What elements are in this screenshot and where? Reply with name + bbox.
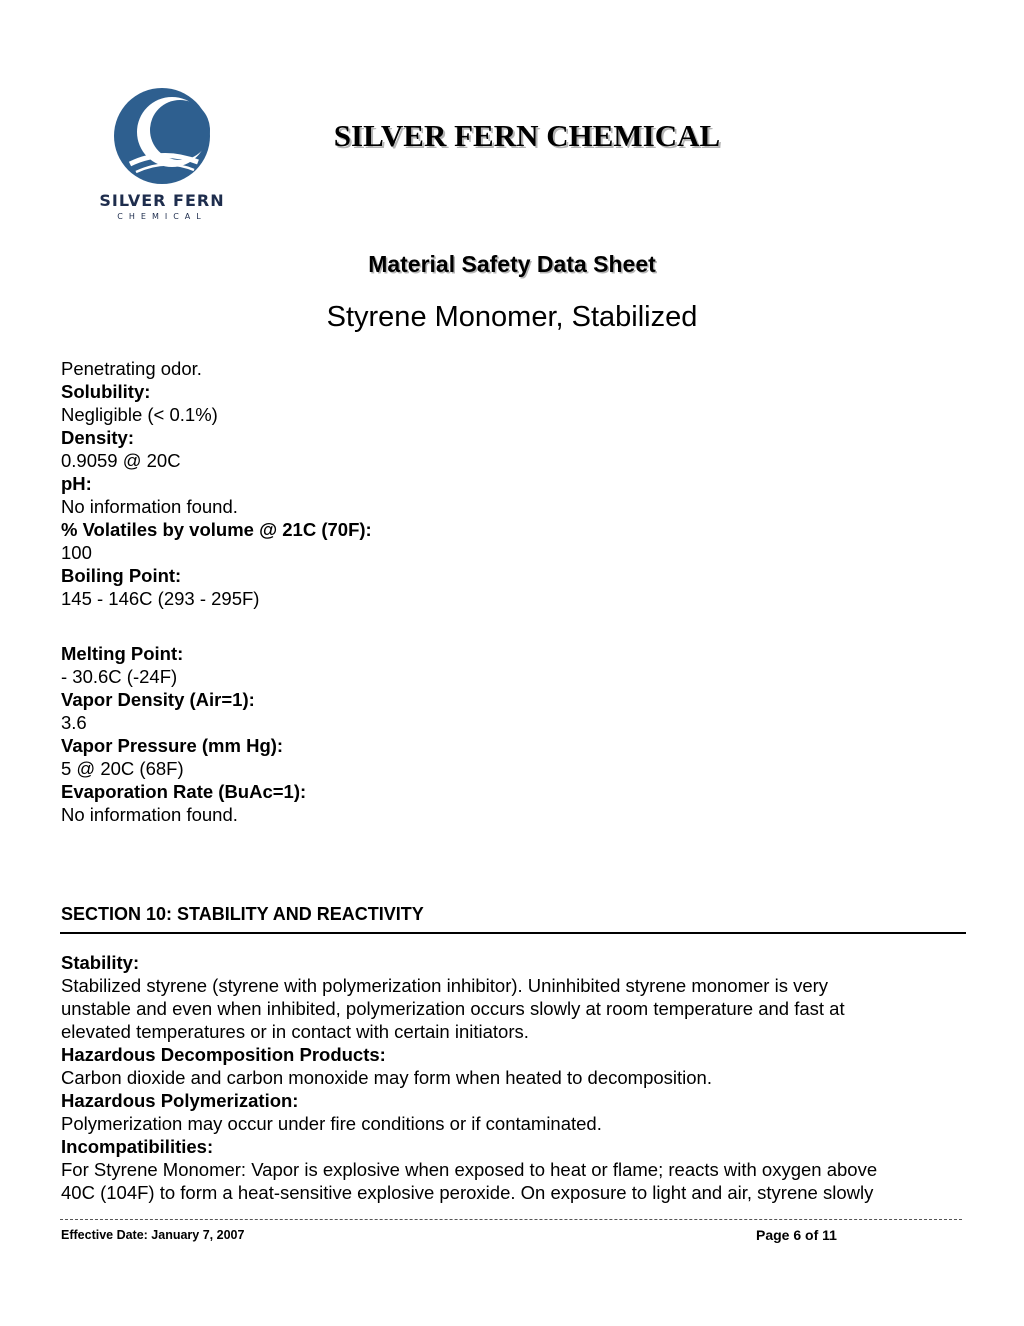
- section-divider: [60, 932, 966, 934]
- boiling-point-label: Boiling Point:: [61, 565, 182, 586]
- odor-value: Penetrating odor.: [61, 358, 202, 379]
- footer-divider: [60, 1219, 962, 1220]
- decomposition-label: Hazardous Decomposition Products:: [61, 1044, 386, 1065]
- stability-label: Stability:: [61, 952, 140, 973]
- incompatibilities-line: 40C (104F) to form a heat-sensitive explosive peroxide. On exposure to light and air, styrene slowly: [61, 1182, 874, 1203]
- evaporation-rate-label: Evaporation Rate (BuAc=1):: [61, 781, 307, 802]
- decomposition-value: Carbon dioxide and carbon monoxide may form when heated to decomposition.: [61, 1067, 712, 1088]
- effective-date: Effective Date: January 7, 2007: [61, 1228, 245, 1242]
- incompatibilities-line: For Styrene Monomer: Vapor is explosive when exposed to heat or flame; reacts with oxygen above: [61, 1159, 878, 1180]
- logo-subtitle: CHEMICAL: [117, 212, 207, 221]
- section-10-heading: SECTION 10: STABILITY AND REACTIVITY: [61, 904, 424, 924]
- vapor-pressure-label: Vapor Pressure (mm Hg):: [61, 735, 284, 756]
- vapor-pressure-value: 5 @ 20C (68F): [61, 758, 184, 779]
- vapor-density-value: 3.6: [61, 712, 87, 733]
- ph-label: pH:: [61, 473, 92, 494]
- density-value: 0.9059 @ 20C: [61, 450, 181, 471]
- company-name: SILVER FERN CHEMICAL: [333, 118, 721, 153]
- volatiles-value: 100: [61, 542, 92, 563]
- volatiles-label: % Volatiles by volume @ 21C (70F):: [61, 519, 372, 540]
- incompatibilities-label: Incompatibilities:: [61, 1136, 214, 1157]
- solubility-label: Solubility:: [61, 381, 151, 402]
- stability-line: unstable and even when inhibited, polymerization occurs slowly at room temperature and fast at: [61, 998, 845, 1019]
- logo-wordmark: SILVER FERN: [99, 191, 225, 210]
- polymerization-value: Polymerization may occur under fire conditions or if contaminated.: [61, 1113, 602, 1134]
- melting-point-value: - 30.6C (-24F): [61, 666, 178, 687]
- melting-point-label: Melting Point:: [61, 643, 184, 664]
- company-logo: [92, 88, 232, 228]
- stability-line: elevated temperatures or in contact with certain initiators.: [61, 1021, 529, 1042]
- ph-value: No information found.: [61, 496, 238, 517]
- stability-line: Stabilized styrene (styrene with polymerization inhibitor). Uninhibited styrene monomer is very: [61, 975, 829, 996]
- evaporation-rate-value: No information found.: [61, 804, 238, 825]
- page-number: Page 6 of 11: [756, 1227, 837, 1243]
- density-label: Density:: [61, 427, 134, 448]
- vapor-density-label: Vapor Density (Air=1):: [61, 689, 255, 710]
- solubility-value: Negligible (< 0.1%): [61, 404, 218, 425]
- product-name: Styrene Monomer, Stabilized: [326, 301, 698, 333]
- polymerization-label: Hazardous Polymerization:: [61, 1090, 299, 1111]
- boiling-point-value: 145 - 146C (293 - 295F): [61, 588, 260, 609]
- document-title: Material Safety Data Sheet: [368, 251, 656, 277]
